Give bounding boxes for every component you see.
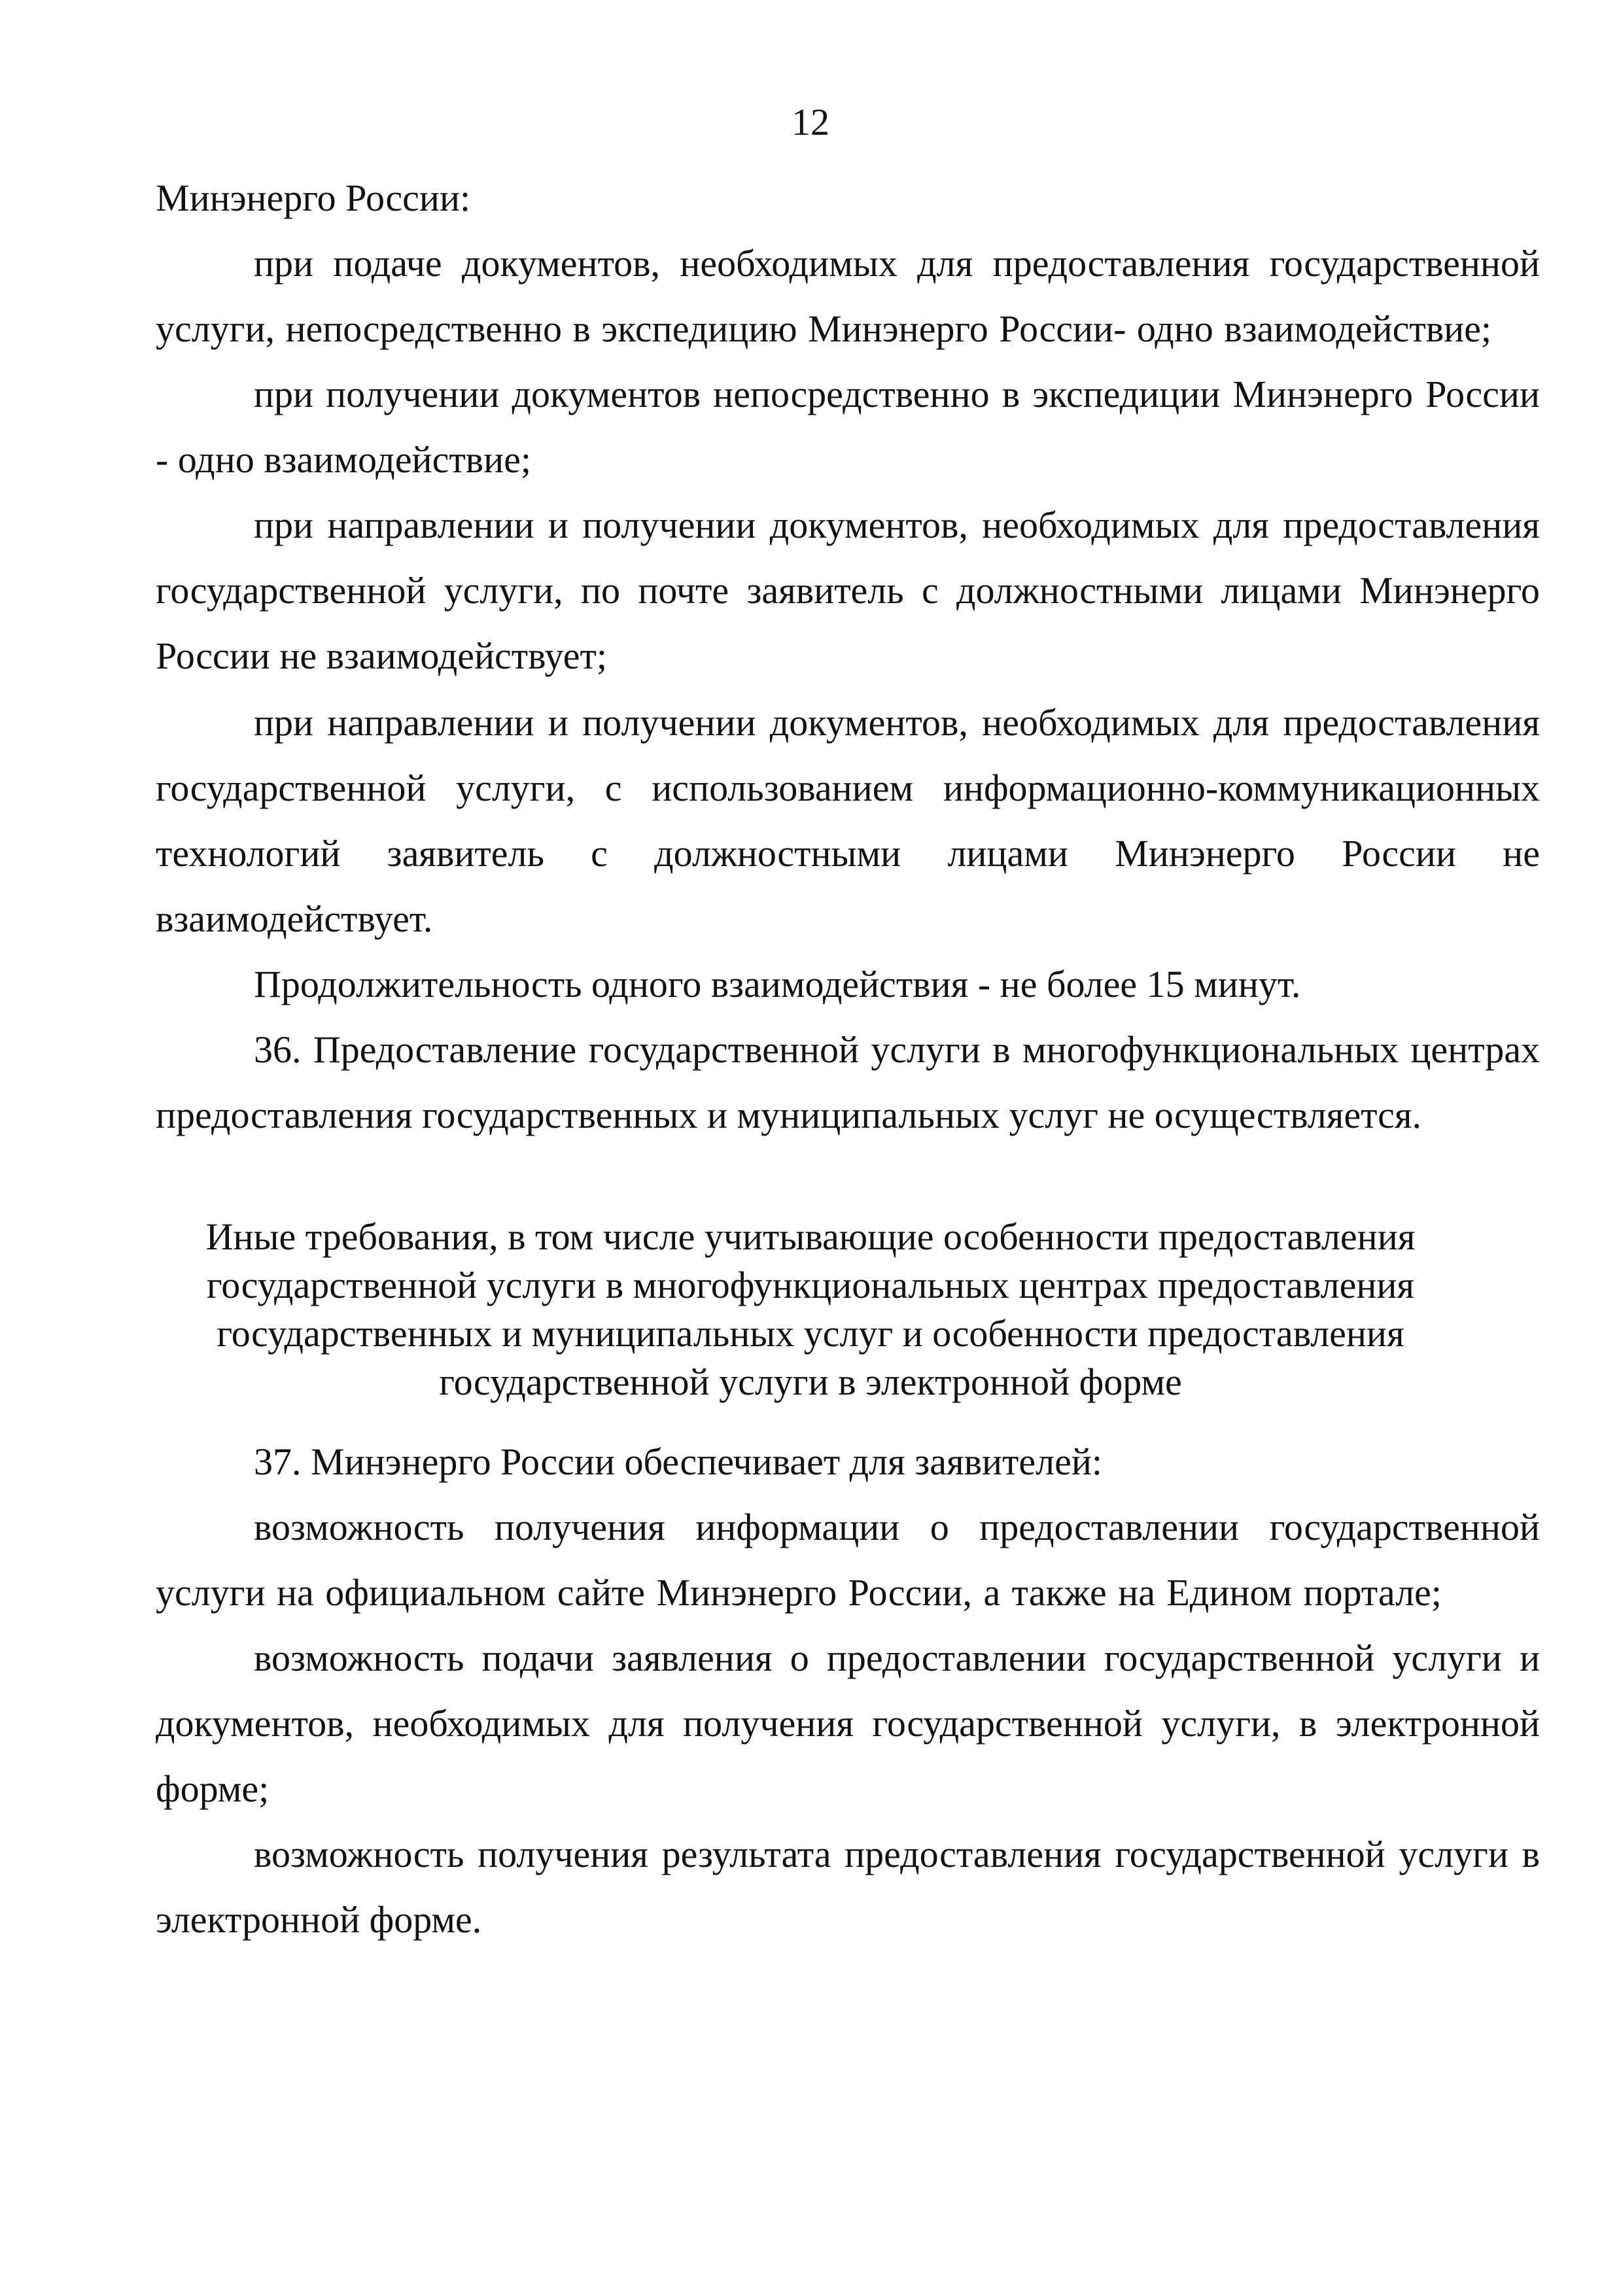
- paragraph-line: 36. Предоставление государственной услуги в многофункциональных центрах: [254, 1028, 1540, 1071]
- paragraph-line: электронной форме.: [156, 1898, 482, 1941]
- section-heading-line: государственной услуги в электронной форме: [439, 1361, 1182, 1403]
- section-heading-line: Иные требования, в том числе учитывающие особенности предоставления: [205, 1215, 1416, 1258]
- paragraph-line: при подаче документов, необходимых для предоставления государственной: [254, 242, 1540, 285]
- paragraph-line: государственной услуги, по почте заявитель с должностными лицами Минэнерго: [156, 569, 1540, 612]
- section-heading-line: государственных и муниципальных услуг и особенности предоставления: [217, 1312, 1404, 1355]
- paragraph-line: документов, необходимых для получения государственной услуги, в электронной: [156, 1702, 1540, 1745]
- paragraph-line: государственной услуги, с использованием информационно-коммуникационных: [156, 767, 1540, 809]
- paragraph-line: форме;: [156, 1767, 270, 1810]
- paragraph-line: России не взаимодействует;: [156, 635, 607, 677]
- section-heading-line: государственной услуги в многофункциональных центрах предоставления: [206, 1264, 1415, 1306]
- paragraph-line: при получении документов непосредственно в экспедиции Минэнерго России: [254, 373, 1540, 415]
- paragraph-line: при направлении и получении документов, необходимых для предоставления: [254, 504, 1540, 546]
- paragraph-line: Продолжительность одного взаимодействия - не более 15 минут.: [254, 963, 1301, 1005]
- paragraph-line: возможность подачи заявления о предоставлении государственной услуги и: [254, 1637, 1540, 1679]
- paragraph-line: услуги на официальном сайте Минэнерго России, а также на Едином портале;: [156, 1571, 1442, 1614]
- page-number: 12: [792, 101, 829, 143]
- paragraph-line: - одно взаимодействие;: [156, 438, 531, 481]
- paragraph-line: Минэнерго России:: [156, 177, 471, 219]
- paragraph-line: 37. Минэнерго России обеспечивает для заявителей:: [254, 1440, 1102, 1483]
- paragraph-line: услуги, непосредственно в экспедицию Минэнерго России- одно взаимодействие;: [156, 307, 1491, 350]
- paragraph-line: при направлении и получении документов, необходимых для предоставления: [254, 701, 1540, 744]
- paragraph-line: возможность получения результата предоставления государственной услуги в: [254, 1833, 1540, 1875]
- paragraph-line: возможность получения информации о предоставлении государственной: [254, 1506, 1540, 1548]
- paragraph-line: взаимодействует.: [156, 897, 433, 940]
- paragraph-line: предоставления государственных и муниципальных услуг не осуществляется.: [156, 1094, 1422, 1136]
- paragraph-line: технологий заявитель с должностными лицами Минэнерго России не: [156, 832, 1540, 875]
